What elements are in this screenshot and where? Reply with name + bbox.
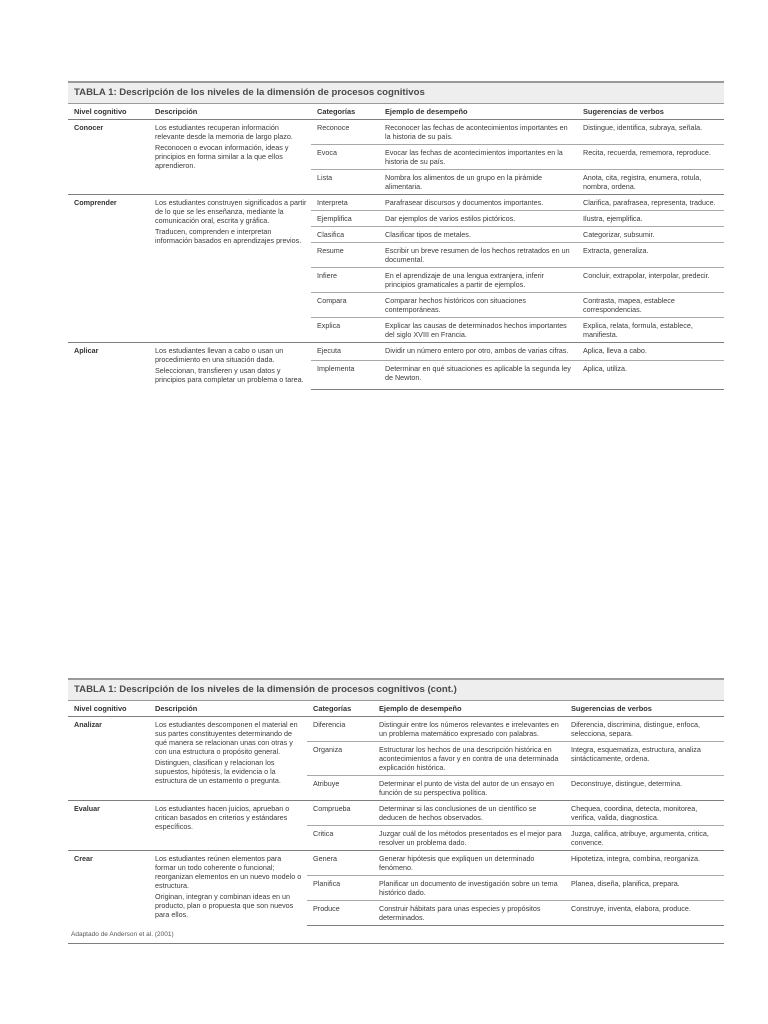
verbs-cell: Categorizar, subsumir. <box>577 227 724 243</box>
example-cell: En el aprendizaje de una lengua extranjera, inferir principios gramaticales a partir de ejemplos. <box>379 268 577 293</box>
category-cell: Implementa <box>311 361 379 389</box>
cognitive-levels-table <box>68 701 724 926</box>
header-level: Nivel cognitivo <box>68 104 149 120</box>
description-paragraph: Originan, integran y combinan ideas en un producto, plan o propuesta que son nuevos para ellos. <box>155 892 294 919</box>
description-paragraph: Los estudiantes descomponen el material en sus partes constituyentes determinando de qué manera se relacionan unas con otras y con una estructura o propósito general. <box>155 720 298 756</box>
example-cell: Dar ejemplos de varios estilos pictóricos. <box>379 211 577 227</box>
level-cell: Aplicar <box>68 343 149 390</box>
example-cell: Explicar las causas de determinados hechos importantes del siglo XVIII en Francia. <box>379 318 577 343</box>
table-row <box>68 801 724 826</box>
description-paragraph: Distinguen, clasifican y relacionan los supuestos, hipótesis, la evidencia o la estructura de un estamento o pregunta. <box>155 758 281 785</box>
description-paragraph: Los estudiantes hacen juicios, aprueban o critican basados en criterios y estándares específicos. <box>155 804 290 831</box>
header-level: Nivel cognitivo <box>68 701 149 717</box>
table-row <box>68 195 724 211</box>
verbs-cell: Distingue, identifica, subraya, señala. <box>583 123 703 132</box>
category-cell: Comprueba <box>307 801 373 826</box>
table-row <box>68 717 724 742</box>
example-cell: Escribir un breve resumen de los hechos retratados en un documental. <box>379 243 577 268</box>
example-cell: Determinar el punto de vista del autor de un ensayo en función de su perspectiva política. <box>373 776 565 801</box>
verbs-cell: Planea, diseña, planifica, prepara. <box>565 876 724 901</box>
example-cell: Distinguir entre los números relevantes e irrelevantes en un problema matemático expresado con palabras. <box>379 720 559 738</box>
category-cell: Explica <box>311 318 379 343</box>
verbs-cell: Explica, relata, formula, establece, manifiesta. <box>577 318 724 343</box>
verbs-cell: Anota, cita, registra, enumera, rotula, nombra, ordena. <box>577 170 724 195</box>
example-cell: Generar hipótesis que expliquen un determinado fenómeno. <box>373 851 565 876</box>
table-body <box>68 717 724 926</box>
category-cell: Interpreta <box>311 195 379 211</box>
level-cell: Evaluar <box>68 801 149 851</box>
verbs-cell: Deconstruye, distingue, determina. <box>565 776 724 801</box>
category-cell: Ejemplifica <box>311 211 379 227</box>
description-paragraph: Traducen, comprenden e interpretan información basados en aprendizajes previos. <box>155 227 302 245</box>
header-row <box>68 701 724 717</box>
table-row <box>68 851 724 876</box>
category-cell: Critica <box>307 826 373 851</box>
verbs-cell: Aplica, utiliza. <box>577 361 724 389</box>
category-cell: Reconoce <box>317 123 350 132</box>
example-cell: Estructurar los hechos de una descripción histórica en acontecimientos a favor y en contra de una determinada explicación histórica. <box>373 742 565 776</box>
category-cell: Diferencia <box>313 720 346 729</box>
verbs-cell: Extracta, generaliza. <box>577 243 724 268</box>
description-paragraph: Reconocen o evocan información, ideas y principios en forma similar a la que ellos aprendieron. <box>155 143 289 170</box>
description-paragraph: Los estudiantes llevan a cabo o usan un procedimiento en una situación dada. <box>155 346 284 364</box>
table-1 <box>68 81 724 390</box>
header-category: Categorías <box>311 104 379 120</box>
category-cell: Resume <box>311 243 379 268</box>
table-1-cont <box>68 678 724 944</box>
description-cell <box>149 851 307 926</box>
category-cell: Planifica <box>307 876 373 901</box>
example-cell: Planificar un documento de investigación sobre un tema histórico dado. <box>373 876 565 901</box>
level-cell: Comprender <box>68 195 149 343</box>
header-category: Categorías <box>307 701 373 717</box>
description-paragraph: Los estudiantes recuperan información relevante desde la memoria de largo plazo. <box>155 123 293 141</box>
header-verbs: Sugerencias de verbos <box>565 701 724 717</box>
category-cell: Evoca <box>311 145 379 170</box>
header-row <box>68 104 724 120</box>
verbs-cell: Aplica, lleva a cabo. <box>577 343 724 361</box>
example-cell: Juzgar cuál de los métodos presentados es el mejor para resolver un problema dado. <box>373 826 565 851</box>
verbs-cell: Chequea, coordina, detecta, monitorea, verifica, valida, diagnostica. <box>565 801 724 826</box>
footnote: Adaptado de Anderson et al. (2001) <box>68 926 724 944</box>
example-cell: Determinar en qué situaciones es aplicable la segunda ley de Newton. <box>379 361 577 389</box>
cognitive-levels-table <box>68 104 724 390</box>
verbs-cell: Recita, recuerda, rememora, reproduce. <box>577 145 724 170</box>
description-cell <box>149 120 311 195</box>
verbs-cell: Integra, esquematiza, estructura, analiza sintácticamente, ordena. <box>565 742 724 776</box>
category-cell: Infiere <box>311 268 379 293</box>
category-cell: Clasifica <box>311 227 379 243</box>
verbs-cell: Diferencia, discrimina, distingue, enfoca, selecciona, separa. <box>571 720 701 738</box>
verbs-cell: Contrasta, mapea, establece correspondencias. <box>577 293 724 318</box>
verbs-cell: Ilustra, ejemplifica. <box>577 211 724 227</box>
example-cell: Evocar las fechas de acontecimientos importantes en la historia de su país. <box>379 145 577 170</box>
category-cell: Ejecuta <box>311 343 379 361</box>
table-row <box>68 120 724 145</box>
description-paragraph: Los estudiantes construyen significados a partir de lo que se les enseñanza, mediante la comunicación oral, escrita y gráfica. <box>155 198 307 225</box>
table-body <box>68 120 724 390</box>
category-cell: Lista <box>311 170 379 195</box>
level-cell: Conocer <box>74 123 104 132</box>
description-cell <box>149 195 311 343</box>
description-cell <box>149 343 311 390</box>
verbs-cell: Hipotetiza, integra, combina, reorganiza. <box>565 851 724 876</box>
table-title: TABLA 1: Descripción de los niveles de la dimensión de procesos cognitivos (cont.) <box>68 678 724 701</box>
header-verbs: Sugerencias de verbos <box>577 104 724 120</box>
level-cell: Analizar <box>74 720 102 729</box>
category-cell: Compara <box>311 293 379 318</box>
verbs-cell: Clarifica, parafrasea, representa, traduce. <box>577 195 724 211</box>
header-description: Descripción <box>149 104 311 120</box>
example-cell: Clasificar tipos de metales. <box>379 227 577 243</box>
header-example: Ejemplo de desempeño <box>379 104 577 120</box>
header-description: Descripción <box>149 701 307 717</box>
header-example: Ejemplo de desempeño <box>373 701 565 717</box>
category-cell: Genera <box>307 851 373 876</box>
example-cell: Nombra los alimentos de un grupo en la pirámide alimentaria. <box>379 170 577 195</box>
description-cell <box>149 801 307 851</box>
example-cell: Reconocer las fechas de acontecimientos importantes en la historia de su país. <box>385 123 568 141</box>
verbs-cell: Concluir, extrapolar, interpolar, predecir. <box>577 268 724 293</box>
category-cell: Atribuye <box>307 776 373 801</box>
example-cell: Parafrasear discursos y documentos importantes. <box>379 195 577 211</box>
table-title: TABLA 1: Descripción de los niveles de la dimensión de procesos cognitivos <box>68 81 724 104</box>
level-cell: Crear <box>68 851 149 926</box>
category-cell: Organiza <box>307 742 373 776</box>
category-cell: Produce <box>307 901 373 926</box>
example-cell: Determinar si las conclusiones de un científico se deducen de hechos observados. <box>373 801 565 826</box>
example-cell: Construir hábitats para unas especies y propósitos determinados. <box>373 901 565 926</box>
example-cell: Dividir un número entero por otro, ambos de varias cifras. <box>379 343 577 361</box>
description-paragraph: Los estudiantes reúnen elementos para formar un todo coherente o funcional; reorganizan elementos en un nuevo modelo o estructura. <box>155 854 302 890</box>
description-cell <box>149 717 307 801</box>
example-cell: Comparar hechos históricos con situaciones contemporáneas. <box>379 293 577 318</box>
table-row <box>68 343 724 361</box>
verbs-cell: Construye, inventa, elabora, produce. <box>565 901 724 926</box>
verbs-cell: Juzga, califica, atribuye, argumenta, critica, convence. <box>565 826 724 851</box>
description-paragraph: Seleccionan, transfieren y usan datos y principios para completar un problema o tarea. <box>155 366 304 384</box>
